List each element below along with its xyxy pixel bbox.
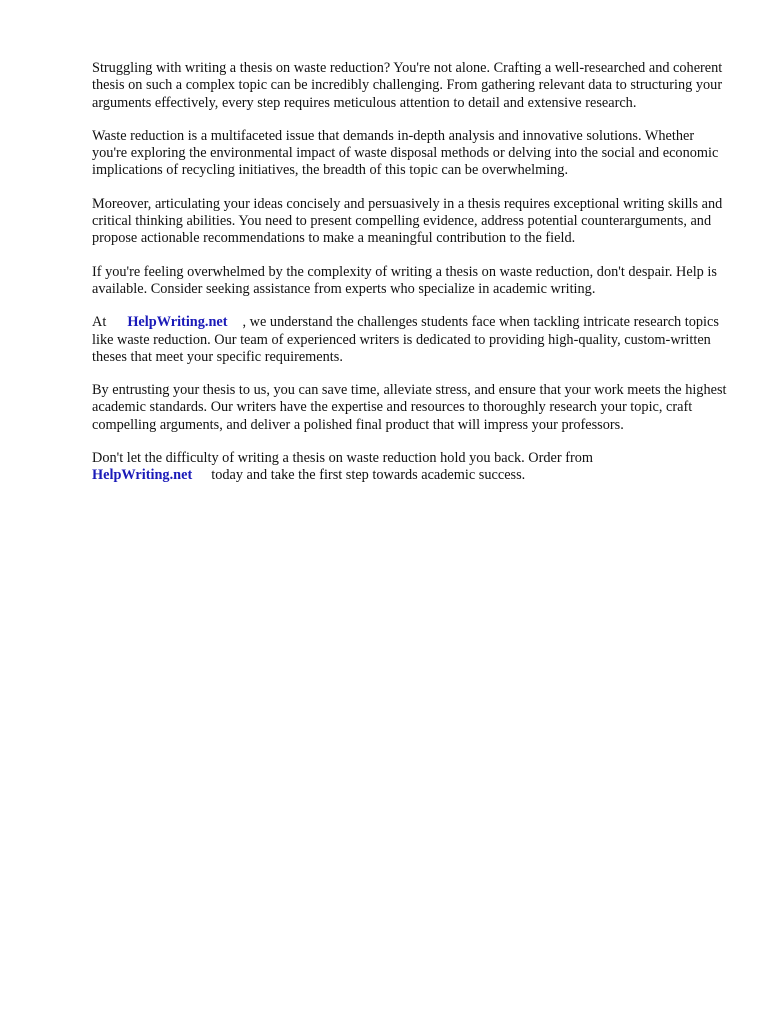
paragraph-entrusting: By entrusting your thesis to us, you can save time, alleviate stress, and ensure that your work meets the highest academic standards. Our writers have the expertise and resources to thoroughly research your topic, craft compelling arguments, and deliver a polished final product that will impress your professors. — [92, 382, 727, 433]
paragraph-intro: Struggling with writing a thesis on waste reduction? You're not alone. Crafting a well-researched and coherent thesis on such a complex topic can be incredibly challenging. From gathering relevant data to structuring your arguments effectively, every step requires meticulous attention to detail and extensive research. — [92, 60, 723, 111]
paragraph-overwhelmed: If you're feeling overwhelmed by the complexity of writing a thesis on waste reduction, don't despair. Help is available. Consider seeking assistance from experts who specialize in academic writing. — [92, 263, 717, 297]
paragraph-order-suffix: today and take the first step towards academic success. — [211, 467, 526, 484]
helpwriting-link[interactable]: HelpWriting.net — [127, 314, 228, 331]
paragraph-at-helpwriting — [92, 314, 728, 366]
paragraph-waste-reduction: Waste reduction is a multifaceted issue that demands in-depth analysis and innovative solutions. Whether you're exploring the environmental impact of waste disposal methods or delving into the social and economic implications of recycling initiatives, the breadth of this topic can be overwhelming. — [92, 127, 719, 179]
document-body — [92, 60, 728, 501]
paragraph-at-prefix: At — [92, 314, 107, 331]
paragraph-moreover: Moreover, articulating your ideas concisely and persuasively in a thesis requires exceptional writing skills and critical thinking abilities. You need to present compelling evidence, address potential counterarguments, and propose actionable recommendations to make a meaningful contribution to the field. — [92, 195, 723, 247]
paragraph-order — [92, 450, 728, 485]
paragraph-at-suffix: , we understand the challenges students face when tackling intricate research topics like waste reduction. Our team of experienced writers is dedicated to providing high-quality, custom-written theses that meet your specific requirements. — [92, 314, 719, 365]
paragraph-order-prefix: Don't let the difficulty of writing a thesis on waste reduction hold you back. Order from — [92, 450, 593, 467]
helpwriting-order-link[interactable]: HelpWriting.net — [92, 467, 193, 484]
